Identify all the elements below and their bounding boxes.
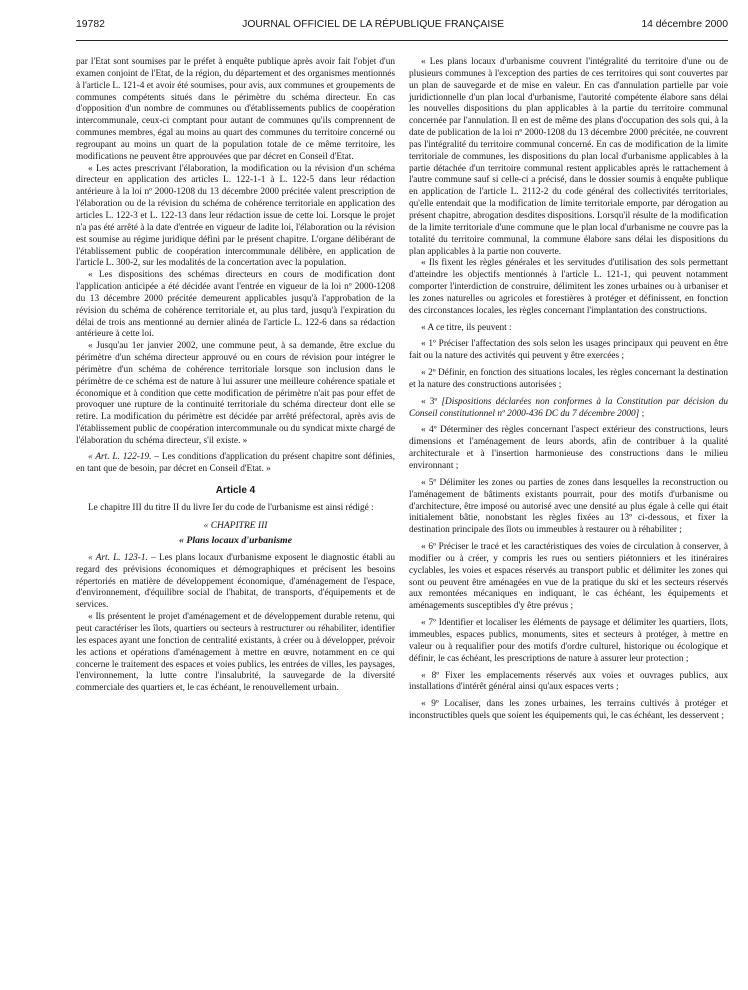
journal-title: JOURNAL OFFICIEL DE LA RÉPUBLIQUE FRANÇAISE xyxy=(242,19,505,30)
publication-date: 14 décembre 2000 xyxy=(641,19,728,30)
paragraph: « Les dispositions des schémas directeurs en cours de modification dont l'application anticipée a été décidée avant l'entrée en vigueur de la loi nº 2000-1208 du 13 décembre 2000 précitée demeurent applicables jusqu'à l'approbation de la révision du schéma de cohérence territoriale et, au plus tard, jusqu'à l'expiration du délai de trois ans mentionné au dernier alinéa de l'article L. 122-6 dans sa rédaction antérieure à cette loi. xyxy=(76,270,395,340)
list-item: « 7º Identifier et localiser les éléments de paysage et délimiter les quartiers, îlots, immeubles, espaces publics, monuments, sites et secteurs à protéger, à mettre en valeur ou à requalifier pour des motifs d'ordre culturel, historique ou écologique et définir, le cas échéant, les prescriptions de nature à assurer leur protection ; xyxy=(409,618,728,664)
page-header xyxy=(76,18,728,41)
chapter-title: « Plans locaux d'urbanisme xyxy=(179,535,292,547)
paragraph: « Les actes prescrivant l'élaboration, la modification ou la révision d'un schéma directeur en application des articles L. 122-1-1 à L. 122-5 dans leur rédaction antérieure à la loi nº 2000-1208 du 13 décembre 2000 précitée valent prescription de l'élaboration ou de la révision du schéma de cohérence territoriale en application des articles L. 122-3 et L. 122-13 dans leur rédaction issue de cette loi. Lorsque le projet n'a pas été arrêté à la date d'entrée en vigueur de ladite loi, l'élaboration ou la révision est soumise au régime juridique défini par le présent chapitre. L'organe délibérant de l'établissement public de coopération intercommunale délibère, en application de l'article L. 300-2, sur les modalités de la concertation avec la population. xyxy=(76,163,395,269)
list-item: « 1º Préciser l'affectation des sols selon les usages principaux qui peuvent en être fait ou la nature des activités qui peuvent y être exercées ; xyxy=(409,339,728,362)
text-columns xyxy=(76,57,728,723)
paragraph: « A ce titre, ils peuvent : xyxy=(421,322,512,333)
list-item xyxy=(409,397,728,421)
right-column xyxy=(409,57,728,723)
left-column xyxy=(76,57,395,723)
paragraph: « Jusqu'au 1er janvier 2002, une commune peut, à sa demande, être exclue du périmètre d'un schéma directeur approuvé ou en cours de révision pour intégrer le périmètre d'un schéma de cohérence territoriale lorsque son inclusion dans le périmètre de ce schéma est de nature à lui assurer une meilleure cohérence spatiale et économique et à condition que cette modification de périmètre n'ait pas pour effet de provoquer une rupture de la continuité territoriale du schéma directeur dont elle se retire. La modification du périmètre est décidée par arrêté préfectoral, après avis de l'établissement public de coopération intercommunale ou du syndicat mixte chargé de l'élaboration du schéma directeur, s'il existe. » xyxy=(76,341,395,446)
paragraph: « Les plans locaux d'urbanisme couvrent l'intégralité du territoire d'une ou de plusieurs communes à l'exception des parties de ces territoires qui sont couvertes par un plan de sauvegarde et de mise en valeur. En cas d'annulation partielle par voie juridictionnelle d'un plan local d'urbanisme, l'autorité compétente élabore sans délai les nouvelles dispositions du plan applicables à la partie du territoire communal concernée par l'annulation. Il en est de même des plans d'occupation des sols qui, à la date de publication de la loi nº 2000-1208 du 13 décembre 2000 précitée, ne couvrent pas l'intégralité du territoire communal concerné. En cas de modification de la limite territoriale de communes, les dispositions du plan local d'urbanisme applicables à la partie détachée d'un territoire communal restent applicables après le rattachement à l'autre commune sauf si celle-ci a précisé, dans le dossier soumis à enquête publique en application de l'article L. 2112-2 du code général des collectivités territoriales, qu'elle entendait que la modification de limite territoriale emporte, par dérogation au présent chapitre, abrogation desdites dispositions. Lorsqu'il résulte de la modification de la limite territoriale d'une commune que le plan local d'urbanisme ne couvre pas la totalité du territoire communal, la commune élabore sans délai les dispositions du plan applicables à la partie non couverte. xyxy=(409,57,728,257)
page-number: 19782 xyxy=(76,19,105,30)
paragraph: par l'Etat sont soumises par le préfet à enquête publique après avoir fait l'objet d'un examen conjoint de l'Etat, de la région, du département et des organismes mentionnés à l'article L. 121-4 et avoir été soumises, pour avis, aux communes et groupements de communes compétents situés dans le périmètre du schéma directeur. En cas d'opposition d'un nombre de communes ou d'établissements publics de coopération intercommunale, ceux-ci comptant pour autant de communes qu'ils comprennent de communes membres, égal au moins au quart des communes du territoire concerné ou regroupant au moins un quart de la population totale de ce même territoire, les modifications ne peuvent être approuvées que par décret en Conseil d'Etat. xyxy=(76,57,395,162)
chapter-label: « CHAPITRE III xyxy=(203,521,268,532)
list-item-prefix: « 3º xyxy=(421,396,442,407)
article-reference: « Art. L. 123-1. xyxy=(88,552,148,563)
paragraph: Le chapitre III du titre II du livre Ier du code de l'urbanisme est ainsi rédigé : xyxy=(88,503,374,514)
list-item: « 4º Déterminer des règles concernant l'aspect extérieur des constructions, leurs dimensions et l'aménagement de leurs abords, afin de contribuer à la qualité architecturale et à l'insertion harmonieuse des constructions dans le milieu environnant ; xyxy=(409,425,728,471)
paragraph-article-l123-1 xyxy=(76,553,395,612)
article-reference: « Art. L. 122-19. xyxy=(88,451,152,462)
list-item: « 9º Localiser, dans les zones urbaines, les terrains cultivés à protéger et inconstructibles quels que soient les équipements qui, le cas échéant, les desservent ; xyxy=(409,699,728,722)
paragraph-text: – Les plans locaux d'urbanisme exposent le diagnostic établi au regard des prévisions économiques et démographiques et précisent les besoins répertoriés en matière de développement économique, d'aménagement de l'espace, d'environnement, d'équilibre social de l'habitat, de transports, d'équipements et de services. xyxy=(76,552,395,611)
list-item-suffix: ; xyxy=(639,408,645,419)
list-item: « 8º Fixer les emplacements réservés aux voies et ouvrages publics, aux installations d'intérêt général ainsi qu'aux espaces verts ; xyxy=(409,670,728,693)
paragraph-text: – Les conditions d'application du présent chapitre sont définies, en tant que de besoin, par décret en Conseil d'Etat. » xyxy=(76,451,395,474)
censored-provision: [Dispositions déclarées non conformes à la Constitution par décision du Conseil constitutionnel nº 2000-436 DC du 7 décembre 2000] xyxy=(409,396,728,419)
article-heading: Article 4 xyxy=(215,484,256,496)
paragraph: « Ils fixent les règles générales et les servitudes d'utilisation des sols permettant d'atteindre les objectifs mentionnés à l'article L. 121-1, qui peuvent notamment comporter l'interdiction de construire, délimitent les zones urbaines ou à urbaniser et les zones naturelles ou agricoles et forestières à protéger et définissent, en fonction des circonstances locales, les règles concernant l'implantation des constructions. xyxy=(409,258,728,316)
paragraph-article-l122-19 xyxy=(76,452,395,476)
paragraph: « Ils présentent le projet d'aménagement et de développement durable retenu, qui peut caractériser les îlots, quartiers ou secteurs à restructurer ou réhabiliter, identifier les espaces ayant une fonction de centralité existants, à créer ou à développer, prévoir les actions et opérations d'aménagement à mettre en œuvre, notamment en ce qui concerne le traitement des espaces et voies publics, les entrées de villes, les paysages, l'environnement, la lutte contre l'insalubrité, la sauvegarde de la diversité commerciale des quartiers et, le cas échéant, le renouvellement urbain. xyxy=(76,612,395,694)
list-item: « 5º Délimiter les zones ou parties de zones dans lesquelles la reconstruction ou l'aménagement de bâtiments existants pourrait, pour des motifs d'urbanisme ou d'architecture, être imposé ou autorisé avec une densité au plus égale à celle qui était initialement bâtie, nonobstant les règles fixées au 13º ci-dessous, et fixer la destination principale des îlots ou immeubles à restaurer ou à réhabiliter ; xyxy=(409,477,728,536)
list-item: « 6º Préciser le tracé et les caractéristiques des voies de circulation à conserver, à modifier ou à créer, y compris les rues ou sentiers piétonniers et les itinéraires cyclables, les voies et espaces réservés au transport public et délimiter les zones qui sont ou peuvent être aménagées en vue de la pratique du ski et les secteurs réservés aux remontées mécaniques en indiquant, le cas échéant, les équipements et aménagements susceptibles d'y être prévus ; xyxy=(409,542,728,612)
list-item: « 2º Définir, en fonction des situations locales, les règles concernant la destination et la nature des constructions autorisées ; xyxy=(409,368,728,390)
